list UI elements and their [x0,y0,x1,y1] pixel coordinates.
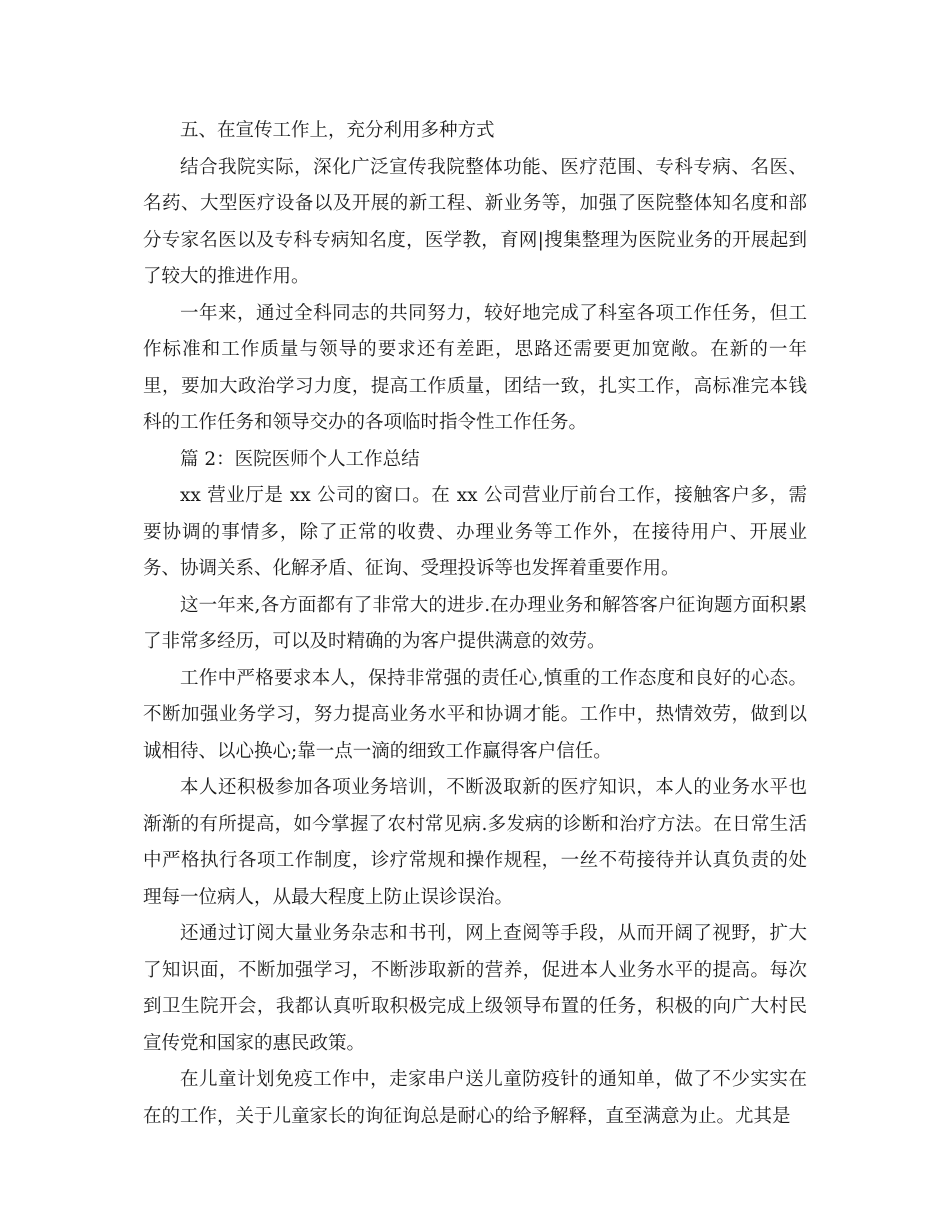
paragraph: 还通过订阅大量业务杂志和书刊，网上查阅等手段，从而开阔了视野，扩大了知识面，不断加强学习，不断涉取新的营养，促进本人业务水平的提高。每次到卫生院开会，我都认真听取积极完成上级领导布置的任务，积极的向广大村民宣传党和国家的惠民政策。 [143,923,807,1054]
paragraph: xx 营业厅是 xx 公司的窗口。在 xx 公司营业厅前台工作，接触客户多，需要协调的事情多，除了正常的收费、办理业务等工作外，在接待用户、开展业务、协调关系、化解矛盾、征询、受理投诉等也发挥着重要作用。 [143,485,807,579]
chapter-heading: 篇 2：医院医师个人工作总结 [180,448,420,470]
paragraph: 一年来，通过全科同志的共同努力，较好地完成了科室各项工作任务，但工作标准和工作质量与领导的要求还有差距，思路还需要更加宽敞。在新的一年里，要加大政治学习力度，提高工作质量，团结一致，扎实工作，高标准完本钱科的工作任务和领导交办的各项临时指令性工作任务。 [143,302,807,433]
paragraph: 结合我院实际，深化广泛宣传我院整体功能、医疗范围、专科专病、名医、名药、大型医疗设备以及开展的新工程、新业务等，加强了医院整体知名度和部分专家名医以及专科专病知名度，医学教，育网|搜集整理为医院业务的开展起到了较大的推进作用。 [143,156,807,287]
document-body [143,113,807,1135]
paragraph: 在儿童计划免疫工作中，走家串户送儿童防疫针的通知单，做了不少实实在在的工作，关于儿童家长的询征询总是耐心的给予解释，直至满意为止。尤其是 [143,1069,807,1127]
paragraph: 工作中严格要求本人，保持非常强的责任心,慎重的工作态度和良好的心态。不断加强业务学习，努力提高业务水平和协调才能。工作中，热情效劳，做到以诚相待、以心换心;靠一点一滴的细致工作赢得客户信任。 [143,667,807,762]
section-heading-publicity: 五、在宣传工作上，充分利用多种方式 [180,120,495,141]
paragraph: 这一年来,各方面都有了非常大的进步.在办理业务和解答客户征询题方面积累了非常多经历，可以及时精确的为客户提供满意的效劳。 [143,594,807,652]
paragraph: 本人还积极参加各项业务培训，不断汲取新的医疗知识，本人的业务水平也渐渐的有所提高，如今掌握了农村常见病.多发病的诊断和治疗方法。在日常生活中严格执行各项工作制度，诊疗常规和操作规程，一丝不苟接待并认真负责的处理每一位病人，从最大程度上防止误诊误治。 [143,777,807,908]
